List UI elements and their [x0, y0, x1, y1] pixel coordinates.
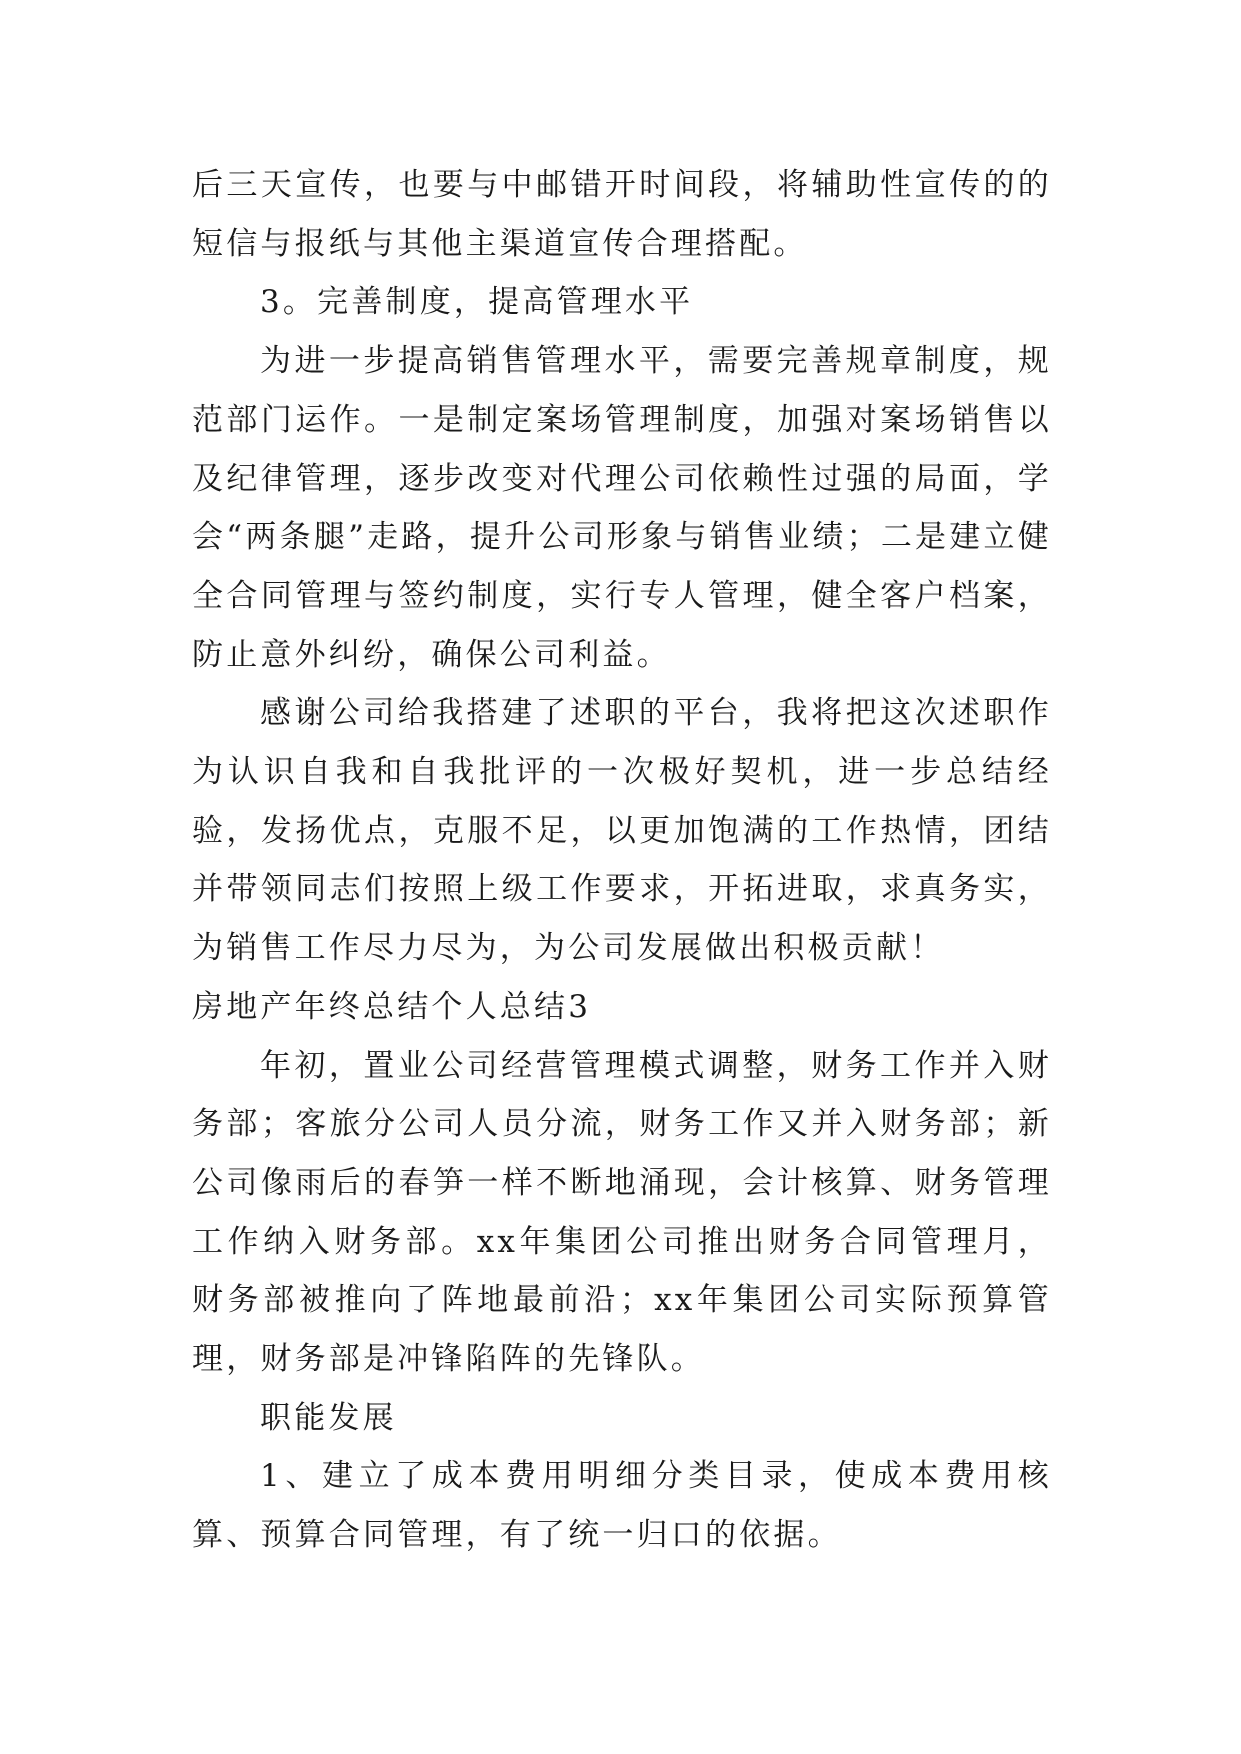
paragraph-continuation: 后三天宣传，也要与中邮错开时间段，将辅助性宣传的的短信与报纸与其他主渠道宣传合理搭配。	[192, 167, 1052, 262]
paragraph-item-1: 1、建立了成本费用明细分类目录，使成本费用核算、预算合同管理，有了统一归口的依据。	[192, 1458, 1052, 1554]
document-title: 房地产年终总结个人总结3	[192, 988, 592, 1025]
paragraph-management: 为进一步提高销售管理水平，需要完善规章制度，规范部门运作。一是制定案场管理制度，加强对案场销售以及纪律管理，逐步改变对代理公司依赖性过强的局面，学会“两条腿”走路，提升公司形象与销售业绩；二是建立健全合同管理与签约制度，实行专人管理，健全客户档案，防止意外纠纷，确保公司利益。	[192, 343, 1052, 673]
subheading-function-development: 职能发展	[260, 1399, 397, 1436]
paragraph-intro: 年初，置业公司经营管理模式调整，财务工作并入财务部；客旅分公司人员分流，财务工作又并入财务部；新公司像雨后的春笋一样不断地涌现，会计核算、财务管理工作纳入财务部。xx年集团公司推出财务合同管理月，财务部被推向了阵地最前沿；xx年集团公司实际预算管理，财务部是冲锋陷阵的先锋队。	[192, 1047, 1052, 1378]
document-body	[192, 156, 1052, 1565]
paragraph-thanks: 感谢公司给我搭建了述职的平台，我将把这次述职作为认识自我和自我批评的一次极好契机，进一步总结经验，发扬优点，克服不足，以更加饱满的工作热情，团结并带领同志们按照上级工作要求，开拓进取，求真务实，为销售工作尽力尽为，为公司发展做出积极贡献！	[192, 695, 1052, 967]
section-heading-3: 3。完善制度，提高管理水平	[260, 284, 694, 321]
